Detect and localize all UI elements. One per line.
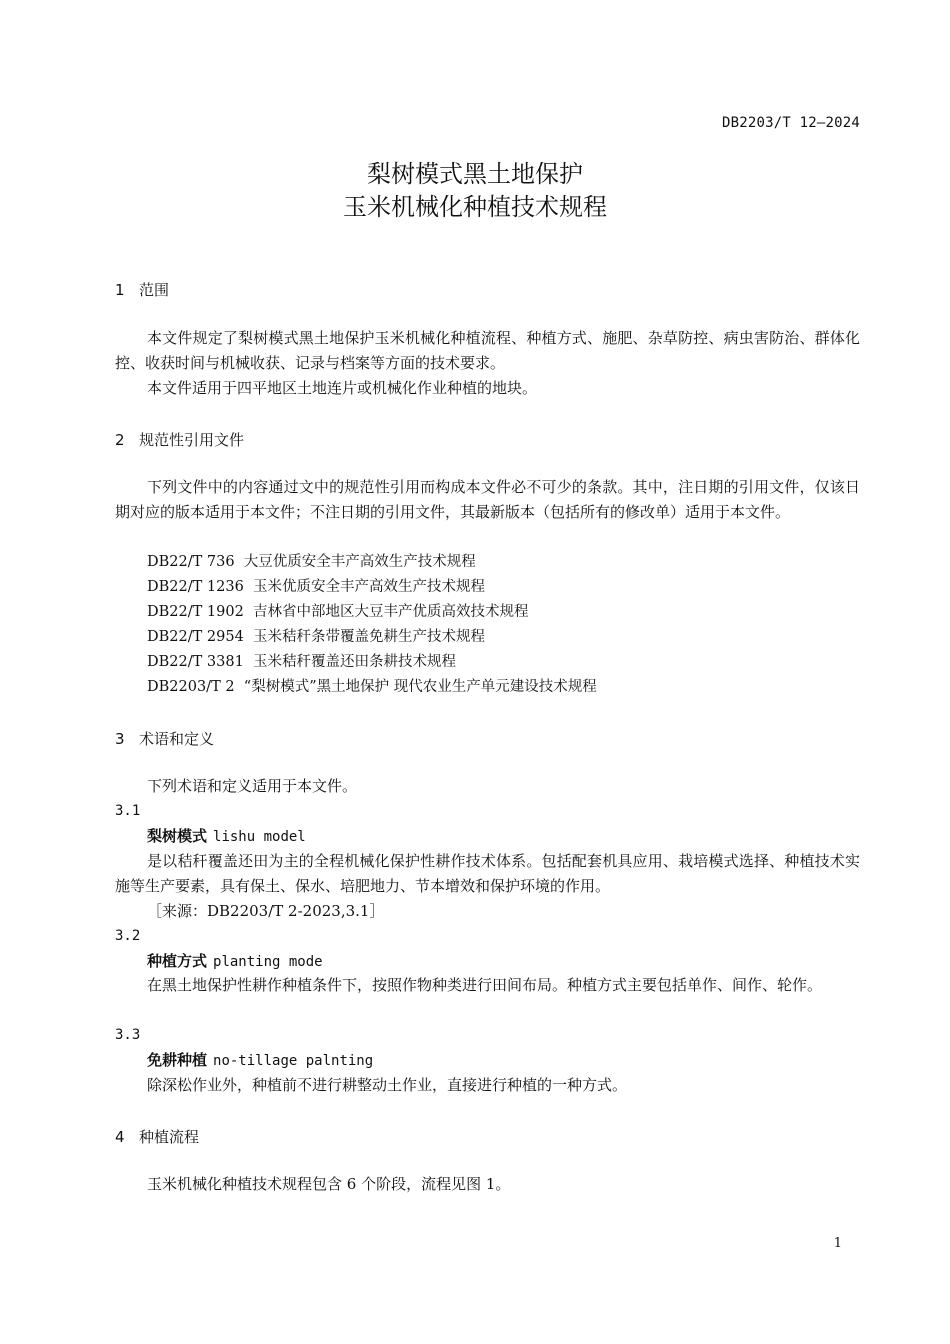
reference-item: DB22/T 1902 吉林省中部地区大豆丰产优质高效技术规程 <box>147 604 529 620</box>
term-source: ［来源：DB2203/T 2-2023,3.1］ <box>147 902 385 920</box>
term-title: 免耕种植 no-tillage palnting <box>147 1051 374 1069</box>
term-number: 3.2 <box>115 928 141 944</box>
term-title: 梨树模式 lishu model <box>147 827 306 845</box>
page-number: 1 <box>833 1236 842 1251</box>
title-line-1: 梨树模式黑土地保护 <box>367 160 583 188</box>
reference-item: DB22/T 1236 玉米优质安全丰产高效生产技术规程 <box>147 579 486 595</box>
document-title <box>0 158 950 224</box>
term-definition: 在黑土地保护性耕作种植条件下，按照作物种类进行田间布局。种植方式主要包括单作、间作、轮作。 <box>147 976 823 994</box>
paragraph: 本文件适用于四平地区土地连片或机械化作业种植的地块。 <box>147 379 538 397</box>
term-number: 3.3 <box>115 1027 141 1043</box>
reference-item: DB22/T 3381 玉米秸秆覆盖还田条耕技术规程 <box>147 654 457 670</box>
paragraph: 玉米机械化种植技术规程包含 6 个阶段，流程见图 1。 <box>147 1175 511 1193</box>
section-heading-3: 3 术语和定义 <box>115 730 215 748</box>
term-number: 3.1 <box>115 803 141 819</box>
term-definition: 是以秸秆覆盖还田为主的全程机械化保护性耕作技术体系。包括配套机具应用、栽培模式选择、种植技术实施等生产要素，具有保土、保水、培肥地力、节本增效和保护环境的作用。 <box>115 852 860 895</box>
paragraph: 本文件规定了梨树模式黑土地保护玉米机械化种植流程、种植方式、施肥、杂草防控、病虫害防治、群体化控、收获时间与机械收获、记录与档案等方面的技术要求。 <box>115 329 860 372</box>
paragraph: 下列术语和定义适用于本文件。 <box>147 777 358 795</box>
title-line-2: 玉米机械化种植技术规程 <box>343 193 607 221</box>
standard-number: DB2203/T 12—2024 <box>721 115 860 131</box>
section-heading-1: 1 范围 <box>115 281 170 299</box>
term-title: 种植方式 planting mode <box>147 952 323 970</box>
section-heading-4: 4 种植流程 <box>115 1128 200 1146</box>
term-definition: 除深松作业外，种植前不进行耕整动土作业，直接进行种植的一种方式。 <box>147 1076 628 1094</box>
section-heading-2: 2 规范性引用文件 <box>115 431 245 449</box>
reference-item: DB22/T 736 大豆优质安全丰产高效生产技术规程 <box>147 554 476 570</box>
reference-item: DB22/T 2954 玉米秸秆条带覆盖免耕生产技术规程 <box>147 629 486 645</box>
paragraph: 下列文件中的内容通过文中的规范性引用而构成本文件必不可少的条款。其中，注日期的引用文件，仅该日期对应的版本适用于本文件；不注日期的引用文件，其最新版本（包括所有的修改单）适用于本文件。 <box>115 478 860 521</box>
reference-item: DB2203/T 2 “梨树模式”黑土地保护 现代农业生产单元建设技术规程 <box>147 679 597 695</box>
